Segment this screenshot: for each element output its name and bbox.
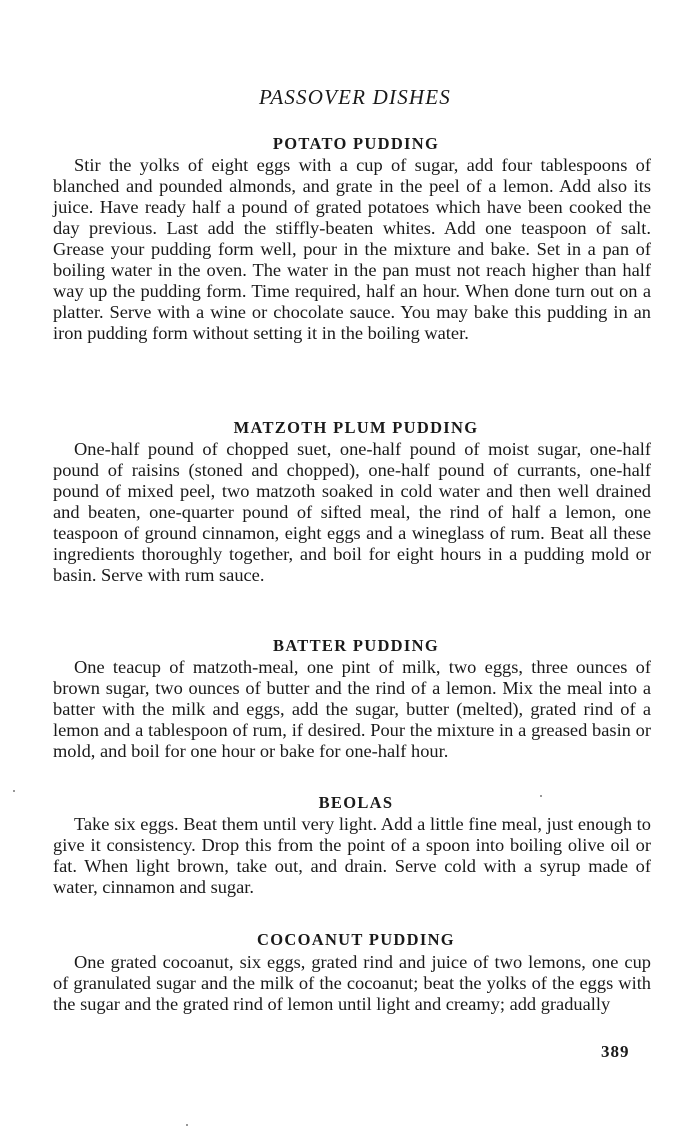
scan-speck <box>186 1124 188 1126</box>
recipe-title-potato-pudding: POTATO PUDDING <box>272 134 440 153</box>
page-number: 389 <box>601 1042 630 1061</box>
recipe-title-cocoanut-pudding: COCOANUT PUDDING <box>257 930 455 949</box>
running-head: PASSOVER DISHES <box>259 85 451 109</box>
scan-speck <box>540 795 542 797</box>
recipe-text-matzoth-plum-pudding: One-half pound of chopped suet, one-half pound of moist sugar, one-half pound of raisins (stoned and chopped), one-half pound of currants, one-half pound of mixed peel, two matzoth soaked in cold water and then well drained and beaten, one-quarter pound of sifted meal, the rind of half a lemon, one teaspoon of ground cinnamon, eight eggs and a wineglass of rum. Beat all these ingredients thoroughly together, and boil for eight hours in a pudding mold or basin. Serve with rum sauce. <box>53 439 651 585</box>
recipe-title-batter-pudding: BATTER PUDDING <box>273 636 439 655</box>
recipe-text-beolas: Take six eggs. Beat them until very light. Add a little fine meal, just enough to give it consistency. Drop this from the point of a spoon into boiling olive oil or fat. When light brown, take out, and drain. Serve cold with a syrup made of water, cinnamon and sugar. <box>53 814 651 897</box>
recipe-text-cocoanut-pudding: One grated cocoanut, six eggs, grated rind and juice of two lemons, one cup of granulated sugar and the milk of the cocoanut; beat the yolks of the eggs with the sugar and the grated rind of lemon until light and creamy; add gradually <box>53 952 651 1014</box>
recipe-title-beolas: BEOLAS <box>318 793 394 812</box>
recipe-text-batter-pudding: One teacup of matzoth-meal, one pint of milk, two eggs, three ounces of brown sugar, two ounces of butter and the rind of a lemon. Mix the meal into a batter with the milk and eggs, add the sugar, butter (melted), grated rind of a lemon and a tablespoon of rum, if desired. Pour the mixture in a greased basin or mold, and boil for one hour or bake for one-half hour. <box>53 657 651 761</box>
scan-speck <box>13 790 15 792</box>
recipe-title-matzoth-plum-pudding: MATZOTH PLUM PUDDING <box>233 418 479 437</box>
recipe-text-potato-pudding: Stir the yolks of eight eggs with a cup of sugar, add four tablespoons of blanched and pounded almonds, and grate in the peel of a lemon. Add also its juice. Have ready half a pound of grated potatoes which have been cooked the day previous. Last add the stiffly-beaten whites. Add one teaspoon of salt. Grease your pudding form well, pour in the mixture and bake. Set in a pan of boiling water in the oven. The water in the pan must not reach higher than half way up the pudding form. Time required, half an hour. When done turn out on a platter. Serve with a wine or chocolate sauce. You may bake this pudding in an iron pudding form without setting it in the boiling water. <box>53 155 651 343</box>
